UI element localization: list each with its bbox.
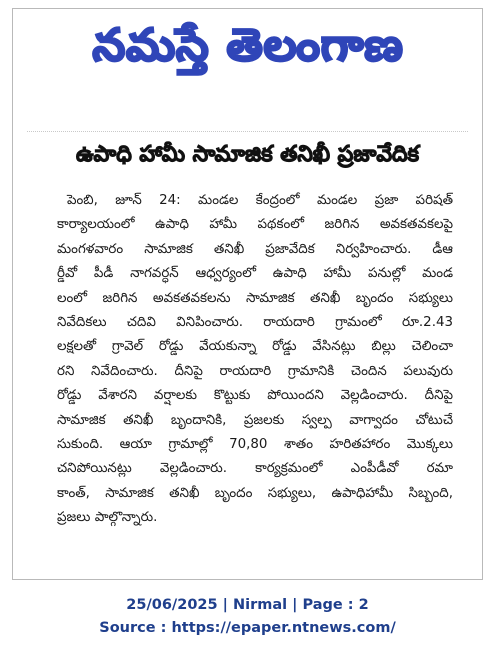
article-line: పెంబి, జూన్ 24: మండల కేంద్రంలో మండల ప్రజా పరిషత్ [67,193,453,208]
article-body [57,189,453,530]
article-line: ర్డీవో పీడీ నాగవర్ధన్ ఆధ్వర్యంలో ఉపాధి హామీ పనుల్లో మండ [57,266,453,282]
article-line: నివేదికలు చదివి వినిపించారు. రాయదారి గ్రామంలో రూ.2.43 [57,314,453,330]
headline-divider [27,131,468,132]
article-line: రని నివేదించారు. దీనిపై రాయదారి గ్రామానికి చెందిన పలువురు [57,363,453,379]
footer-date-line: 25/06/2025 | Nirmal | Page : 2 [126,597,369,613]
article-line: సామాజిక తనిఖీ బృందానికి, ప్రజలకు స్వల్ప వాగ్వాదం చోటుచే [57,412,453,428]
article-line: లక్షలతో గ్రావెల్ రోడ్డు వేయకున్నా రోడ్డు వేసినట్లు బిల్లు చెలించా [57,339,453,355]
article-line: రోడ్డు వేశారని వర్షాలకు కొట్టుకు పోయిందని వెల్లడించారు. దీనిపై [57,388,453,404]
footer-source-line: Source : https://epaper.ntnews.com/ [99,620,396,636]
article-line: కార్యాలయంలో ఉపాధి హామీ పథకంలో జరిగిన అవకతవకలపై [57,217,453,233]
article-line: లంలో జరిగిన అవకతవకలను సామాజిక తనిఖీ బృందం సభ్యులు [57,290,453,306]
article-line: చనిపోయినట్లు వెల్లడించారు. కార్యక్రమంలో ఎంపీడీవో రమా [57,461,453,477]
article-line: ప్రజలు పాల్గొన్నారు. [57,510,158,526]
article-headline: ఉపాధి హామీ సామాజిక తనిఖీ ప్రజావేదిక [76,142,419,167]
masthead-title: నమస్తే తెలంగాణ [92,20,404,71]
article-line: సుకుంది. ఆయా గ్రామాల్లో 70,80 శాతం హరితహారం మొక్కలు [57,436,453,452]
article-line: కాంత్, సామాజిక తనిఖీ బృందం సభ్యులు, ఉపాధిహామీ సిబ్బంది, [57,485,453,501]
article-line: మంగళవారం సామాజిక తనిఖీ ప్రజావేదిక నిర్వహించారు. డీఆ [57,241,453,257]
masthead-logo [53,11,443,91]
news-clipping [12,8,483,580]
